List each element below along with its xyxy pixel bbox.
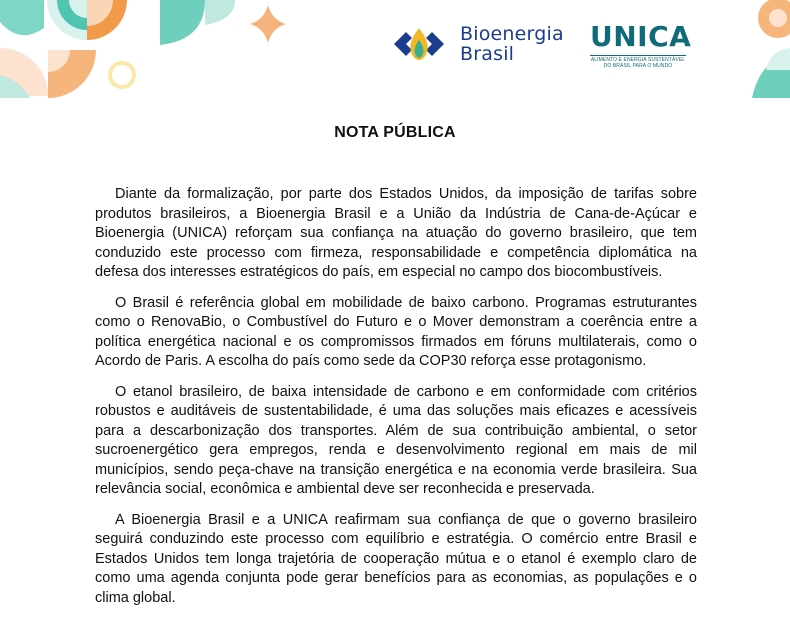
paragraph-3: O etanol brasileiro, de baixa intensidade de carbono e em conformidade com critérios robustos e auditáveis de sustentabilidade, é uma das soluções mais eficazes e acessíveis para a descarbonização dos transportes. Além de sua contribuição ambiental, o setor sucroenergético gera empregos, renda e desenvolvimento regional em mais de mil municípios, sendo peça-chave na transição energética e na economia verde brasileira. Sua relevância social, econômica e ambiental deve ser reconhecida e preservada. bbox=[95, 383, 697, 497]
paragraph-1: Diante da formalização, por parte dos Estados Unidos, da imposição de tarifas sobre produtos brasileiros, a Bioenergia Brasil e a União da Indústria de Cana-de-Açúcar e Bioenergia (UNICA) reforçam sua confiança na atuação do governo brasileiro, que tem conduzido este processo com firmeza, responsabilidade e competência diplomática na defesa dos interesses estratégicos do país, em especial no campo dos biocombustíveis. bbox=[95, 186, 697, 280]
bioenergia-logo-text bbox=[460, 24, 564, 64]
bioenergia-brasil-logo bbox=[384, 22, 564, 66]
document-title: NOTA PÚBLICA bbox=[334, 124, 456, 141]
decor-right-teal-light bbox=[766, 48, 790, 70]
bioenergia-logo-icon bbox=[384, 22, 454, 66]
letterhead bbox=[0, 0, 790, 110]
unica-logo-wordmark: UNICA bbox=[590, 20, 692, 53]
decor-teal-leaf-2 bbox=[205, 0, 235, 25]
bioenergia-logo-line1: Bioenergia bbox=[460, 23, 564, 45]
decor-teal-shape-left bbox=[0, 0, 44, 35]
unica-tagline-line1: ALIMENTO E ENERGIA SUSTENTÁVEL bbox=[590, 57, 686, 63]
paragraph-4: A Bioenergia Brasil e a UNICA reafirmam sua confiança de que o governo brasileiro seguirá conduzindo este processo com equilíbrio e estratégia. O comércio entre Brasil e Estados Unidos tem longa trajetória de cooperação mútua e o etanol é exemplo claro de como uma agenda conjunta pode gerar benefícios para as economias, as populações e o clima global. bbox=[95, 511, 697, 606]
decor-yellow-ring bbox=[110, 63, 134, 87]
paragraph-2: O Brasil é referência global em mobilidade de baixo carbono. Programas estruturantes como o RenovaBio, o Combustível do Futuro e o Mover demonstram a coerência entre a política energética nacional e os compromissos firmados em fóruns multilaterais, como o Acordo de Paris. A escolha do país como sede da COP30 reforça esse protagonismo. bbox=[95, 294, 697, 369]
document-body bbox=[95, 185, 697, 619]
decor-right-orange-inner bbox=[769, 9, 787, 27]
unica-tagline-line2: DO BRASIL PARA O MUNDO bbox=[603, 63, 673, 69]
unica-logo bbox=[590, 22, 690, 69]
bioenergia-logo-line2: Brasil bbox=[460, 43, 515, 65]
decor-star bbox=[250, 5, 286, 43]
decor-teal-leaf bbox=[160, 0, 205, 45]
unica-logo-tagline bbox=[590, 55, 686, 69]
